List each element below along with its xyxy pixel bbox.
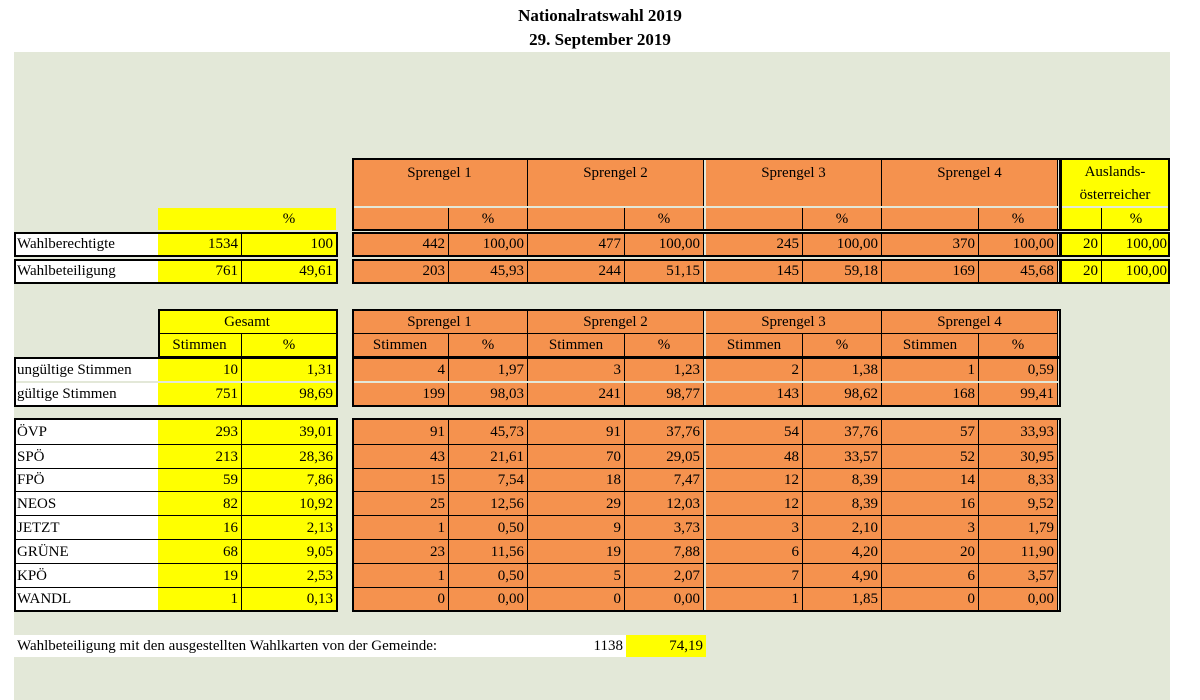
party-sprengel-3-pct: 8,39 — [803, 468, 882, 491]
total-subheader-blank — [158, 208, 242, 230]
party-sprengel-3-pct: 8,39 — [803, 491, 882, 515]
party-sprengel-4-pct: 30,95 — [979, 444, 1058, 468]
sprengel-3-pct-subheader: % — [803, 334, 882, 356]
page-subtitle-date: 29. September 2019 — [529, 30, 671, 49]
party-sprengel-2-count: 5 — [528, 563, 625, 587]
sprengel-3-pct: 100,00 — [803, 232, 882, 257]
party-sprengel-1-count: 25 — [352, 491, 449, 515]
sprengel-4-count: 370 — [882, 232, 979, 257]
sprengel-1-pct: 45,93 — [449, 259, 528, 284]
sprengel-2-count: 477 — [528, 232, 625, 257]
party-total-count: 19 — [158, 563, 242, 587]
sprengel-4-pct: 45,68 — [979, 259, 1058, 284]
party-total-pct: 39,01 — [242, 420, 336, 444]
party-sprengel-2-pct: 7,88 — [625, 539, 704, 563]
sprengel-2-pct: 100,00 — [625, 232, 704, 257]
sprengel-4-count: 169 — [882, 259, 979, 284]
party-sprengel-4-pct: 3,57 — [979, 563, 1058, 587]
sprengel-3-pct: 59,18 — [803, 259, 882, 284]
party-sprengel-3-count: 3 — [706, 515, 803, 539]
auslands-header-line1: Auslands- — [1060, 160, 1170, 184]
party-sprengel-2-pct: 7,47 — [625, 468, 704, 491]
total-count: 1534 — [158, 232, 242, 257]
party-sprengel-2-count: 18 — [528, 468, 625, 491]
party-sprengel-3-pct: 4,90 — [803, 563, 882, 587]
party-label: WANDL — [14, 587, 172, 610]
gesamt-pct-subheader: % — [242, 334, 336, 356]
validity-total-pct: 98,69 — [242, 383, 336, 405]
validity-sprengel-4-pct: 0,59 — [979, 359, 1058, 381]
party-sprengel-1-count: 91 — [352, 420, 449, 444]
sprengel-2-pct-subheader: % — [625, 208, 704, 230]
validity-row-label: gültige Stimmen — [14, 383, 172, 405]
party-sprengel-4-count: 6 — [882, 563, 979, 587]
validity-sprengel-2-pct: 98,77 — [625, 383, 704, 405]
party-sprengel-4-count: 14 — [882, 468, 979, 491]
party-sprengel-3-count: 6 — [706, 539, 803, 563]
bottom-sprengel-header-4: Sprengel 4 — [882, 311, 1058, 334]
party-sprengel-2-count: 29 — [528, 491, 625, 515]
party-sprengel-2-count: 70 — [528, 444, 625, 468]
party-sprengel-4-pct: 9,52 — [979, 491, 1058, 515]
footer-count: 1138 — [560, 635, 626, 657]
validity-sprengel-3-count: 143 — [706, 383, 803, 405]
sprengel-1-count: 442 — [352, 232, 449, 257]
party-total-pct: 0,13 — [242, 587, 336, 610]
party-sprengel-3-count: 12 — [706, 491, 803, 515]
party-sprengel-3-pct: 4,20 — [803, 539, 882, 563]
sprengel-3-pct-subheader: % — [803, 208, 882, 230]
party-sprengel-1-pct: 11,56 — [449, 539, 528, 563]
party-total-pct: 2,53 — [242, 563, 336, 587]
party-sprengel-2-count: 91 — [528, 420, 625, 444]
party-sprengel-4-pct: 0,00 — [979, 587, 1058, 610]
auslands-pct-subheader: % — [1102, 208, 1170, 230]
sprengel-4-pct: 100,00 — [979, 232, 1058, 257]
party-sprengel-4-count: 57 — [882, 420, 979, 444]
party-sprengel-3-pct: 37,76 — [803, 420, 882, 444]
validity-total-pct: 1,31 — [242, 359, 336, 381]
sprengel-1-pct-subheader: % — [449, 334, 528, 356]
validity-sprengel-3-pct: 98,62 — [803, 383, 882, 405]
party-total-count: 68 — [158, 539, 242, 563]
sprengel-header-3: Sprengel 3 — [706, 160, 882, 206]
party-sprengel-2-pct: 0,00 — [625, 587, 704, 610]
party-label: JETZT — [14, 515, 172, 539]
party-sprengel-1-pct: 45,73 — [449, 420, 528, 444]
party-sprengel-4-pct: 11,90 — [979, 539, 1058, 563]
party-sprengel-3-count: 1 — [706, 587, 803, 610]
row-label: Wahlberechtigte — [14, 232, 172, 257]
bottom-sprengel-header-2: Sprengel 2 — [528, 311, 704, 334]
party-sprengel-2-pct: 29,05 — [625, 444, 704, 468]
sprengel-3-count: 245 — [706, 232, 803, 257]
sprengel-header-1: Sprengel 1 — [352, 160, 528, 206]
party-sprengel-3-count: 54 — [706, 420, 803, 444]
party-sprengel-1-pct: 0,50 — [449, 515, 528, 539]
party-sprengel-1-count: 1 — [352, 515, 449, 539]
validity-sprengel-1-count: 4 — [352, 359, 449, 381]
party-sprengel-1-count: 23 — [352, 539, 449, 563]
party-sprengel-1-pct: 7,54 — [449, 468, 528, 491]
total-count: 761 — [158, 259, 242, 284]
party-label: KPÖ — [14, 563, 172, 587]
sprengel-1-pct: 100,00 — [449, 232, 528, 257]
party-total-pct: 9,05 — [242, 539, 336, 563]
sprengel-4-subheader-blank — [882, 208, 979, 230]
validity-sprengel-2-count: 241 — [528, 383, 625, 405]
party-sprengel-1-pct: 12,56 — [449, 491, 528, 515]
validity-total-count: 10 — [158, 359, 242, 381]
party-sprengel-1-count: 15 — [352, 468, 449, 491]
sprengel-1-stimmen-subheader: Stimmen — [352, 334, 449, 356]
total-pct: 100 — [242, 232, 336, 257]
party-label: GRÜNE — [14, 539, 172, 563]
party-sprengel-3-count: 7 — [706, 563, 803, 587]
party-sprengel-1-pct: 0,50 — [449, 563, 528, 587]
party-sprengel-4-pct: 8,33 — [979, 468, 1058, 491]
party-total-pct: 7,86 — [242, 468, 336, 491]
sprengel-4-pct-subheader: % — [979, 208, 1058, 230]
party-sprengel-2-count: 0 — [528, 587, 625, 610]
sprengel-2-count: 244 — [528, 259, 625, 284]
auslands-count: 20 — [1060, 259, 1102, 284]
auslands-header-line2: österreicher — [1060, 184, 1170, 206]
sprengel-4-stimmen-subheader: Stimmen — [882, 334, 979, 356]
party-sprengel-2-pct: 2,07 — [625, 563, 704, 587]
total-pct: 49,61 — [242, 259, 336, 284]
party-sprengel-3-count: 48 — [706, 444, 803, 468]
sprengel-1-pct-subheader: % — [449, 208, 528, 230]
auslands-count: 20 — [1060, 232, 1102, 257]
party-total-count: 213 — [158, 444, 242, 468]
footer-pct: 74,19 — [626, 635, 706, 657]
validity-sprengel-1-count: 199 — [352, 383, 449, 405]
gesamt-header: Gesamt — [158, 311, 336, 334]
sprengel-1-subheader-blank — [352, 208, 449, 230]
bottom-sprengel-header-3: Sprengel 3 — [706, 311, 882, 334]
validity-sprengel-1-pct: 98,03 — [449, 383, 528, 405]
sprengel-2-pct: 51,15 — [625, 259, 704, 284]
sprengel-3-count: 145 — [706, 259, 803, 284]
party-label: SPÖ — [14, 444, 172, 468]
party-sprengel-2-pct: 37,76 — [625, 420, 704, 444]
party-sprengel-1-count: 43 — [352, 444, 449, 468]
party-sprengel-4-pct: 33,93 — [979, 420, 1058, 444]
validity-sprengel-4-count: 168 — [882, 383, 979, 405]
sprengel-3-subheader-blank — [706, 208, 803, 230]
party-sprengel-2-count: 9 — [528, 515, 625, 539]
party-total-pct: 10,92 — [242, 491, 336, 515]
validity-total-count: 751 — [158, 383, 242, 405]
party-total-count: 82 — [158, 491, 242, 515]
validity-sprengel-1-pct: 1,97 — [449, 359, 528, 381]
page-title: Nationalratswahl 2019 — [518, 6, 682, 25]
party-label: NEOS — [14, 491, 172, 515]
party-sprengel-4-count: 20 — [882, 539, 979, 563]
sprengel-header-4: Sprengel 4 — [882, 160, 1058, 206]
footer-label: Wahlbeteiligung mit den ausgestellten Wahlkarten von der Gemeinde: — [14, 635, 624, 657]
party-sprengel-4-count: 3 — [882, 515, 979, 539]
validity-sprengel-4-pct: 99,41 — [979, 383, 1058, 405]
validity-sprengel-2-pct: 1,23 — [625, 359, 704, 381]
sprengel-3-stimmen-subheader: Stimmen — [706, 334, 803, 356]
party-total-count: 16 — [158, 515, 242, 539]
party-label: ÖVP — [14, 420, 172, 444]
validity-row-label: ungültige Stimmen — [14, 359, 172, 381]
party-sprengel-4-count: 0 — [882, 587, 979, 610]
gesamt-stimmen-subheader: Stimmen — [158, 334, 242, 356]
total-pct-subheader: % — [242, 208, 336, 230]
party-sprengel-4-pct: 1,79 — [979, 515, 1058, 539]
sprengel-2-stimmen-subheader: Stimmen — [528, 334, 625, 356]
party-total-pct: 2,13 — [242, 515, 336, 539]
party-sprengel-4-count: 52 — [882, 444, 979, 468]
party-label: FPÖ — [14, 468, 172, 491]
party-sprengel-2-count: 19 — [528, 539, 625, 563]
party-sprengel-3-pct: 1,85 — [803, 587, 882, 610]
party-sprengel-3-pct: 33,57 — [803, 444, 882, 468]
party-sprengel-3-pct: 2,10 — [803, 515, 882, 539]
validity-sprengel-2-count: 3 — [528, 359, 625, 381]
party-total-pct: 28,36 — [242, 444, 336, 468]
sprengel-4-pct-subheader: % — [979, 334, 1058, 356]
party-total-count: 293 — [158, 420, 242, 444]
party-total-count: 59 — [158, 468, 242, 491]
sprengel-1-count: 203 — [352, 259, 449, 284]
validity-sprengel-4-count: 1 — [882, 359, 979, 381]
auslands-pct: 100,00 — [1102, 259, 1170, 284]
party-sprengel-4-count: 16 — [882, 491, 979, 515]
party-sprengel-2-pct: 12,03 — [625, 491, 704, 515]
party-total-count: 1 — [158, 587, 242, 610]
sprengel-header-2: Sprengel 2 — [528, 160, 704, 206]
party-sprengel-1-pct: 0,00 — [449, 587, 528, 610]
auslands-subheader-blank — [1060, 208, 1102, 230]
party-sprengel-2-pct: 3,73 — [625, 515, 704, 539]
sprengel-2-pct-subheader: % — [625, 334, 704, 356]
auslands-pct: 100,00 — [1102, 232, 1170, 257]
bottom-sprengel-header-1: Sprengel 1 — [352, 311, 528, 334]
party-sprengel-1-pct: 21,61 — [449, 444, 528, 468]
validity-sprengel-3-count: 2 — [706, 359, 803, 381]
sprengel-2-subheader-blank — [528, 208, 625, 230]
party-sprengel-3-count: 12 — [706, 468, 803, 491]
party-sprengel-1-count: 1 — [352, 563, 449, 587]
party-sprengel-1-count: 0 — [352, 587, 449, 610]
validity-sprengel-3-pct: 1,38 — [803, 359, 882, 381]
row-label: Wahlbeteiligung — [14, 259, 172, 284]
